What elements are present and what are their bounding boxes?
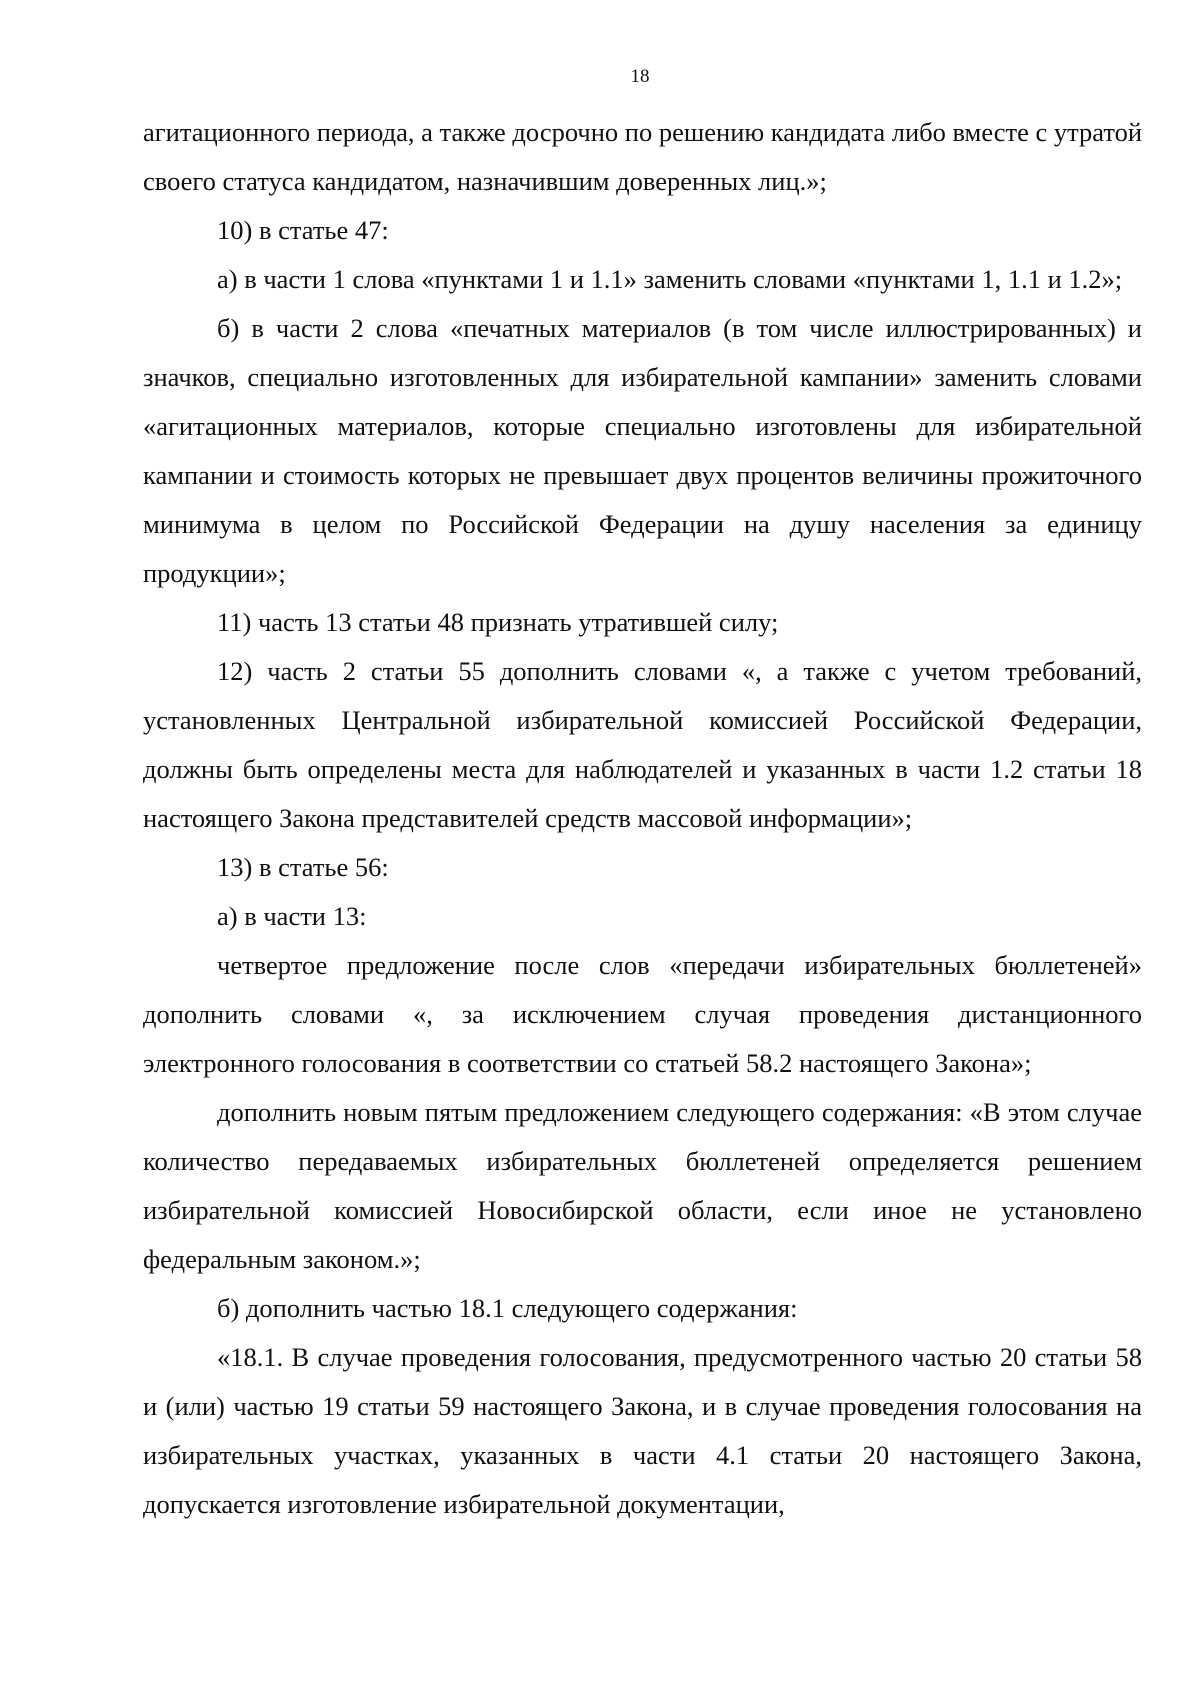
- paragraph: а) в части 1 слова «пунктами 1 и 1.1» заменить словами «пунктами 1, 1.1 и 1.2»;: [217, 264, 1123, 294]
- paragraph: четвертое предложение после слов «передачи избирательных бюллетеней» дополнить словами «, за исключением случая проведения дистанционного электронного голосования в соответствии со статьей 58.2 настоящего Закона»;: [143, 950, 1142, 1078]
- document-body: [143, 108, 1142, 1529]
- page-number: 18: [630, 66, 650, 87]
- paragraph: 12) часть 2 статьи 55 дополнить словами «, а также с учетом требований, установленных Центральной избирательной комиссией Российской Федерации, должны быть определены места для наблюдателей и указанных в части 1.2 статьи 18 настоящего Закона представителей средств массовой информации»;: [143, 656, 1142, 833]
- paragraph: б) дополнить частью 18.1 следующего содержания:: [217, 1293, 798, 1323]
- paragraph: агитационного периода, а также досрочно по решению кандидата либо вместе с утратой своего статуса кандидатом, назначившим доверенных лиц.»;: [143, 117, 1143, 196]
- paragraph: 10) в статье 47:: [217, 215, 389, 245]
- paragraph: 13) в статье 56:: [217, 852, 389, 882]
- paragraph: «18.1. В случае проведения голосования, предусмотренного частью 20 статьи 58 и (или) частью 19 статьи 59 настоящего Закона, и в случае проведения голосования на избирательных участках, указанных в части 4.1 статьи 20 настоящего Закона, допускается изготовление избирательной документации,: [143, 1342, 1142, 1519]
- paragraph: б) в части 2 слова «печатных материалов (в том числе иллюстрированных) и значков, специально изготовленных для избирательной кампании» заменить словами «агитационных материалов, которые специально изготовлены для избирательной кампании и стоимость которых не превышает двух процентов величины прожиточного минимума в целом по Российской Федерации на душу населения за единицу продукции»;: [143, 313, 1142, 588]
- paragraph: а) в части 13:: [217, 901, 367, 931]
- paragraph: 11) часть 13 статьи 48 признать утратившей силу;: [217, 607, 779, 637]
- paragraph: дополнить новым пятым предложением следующего содержания: «В этом случае количество передаваемых избирательных бюллетеней определяется решением избирательной комиссией Новосибирской области, если иное не установлено федеральным законом.»;: [143, 1097, 1142, 1274]
